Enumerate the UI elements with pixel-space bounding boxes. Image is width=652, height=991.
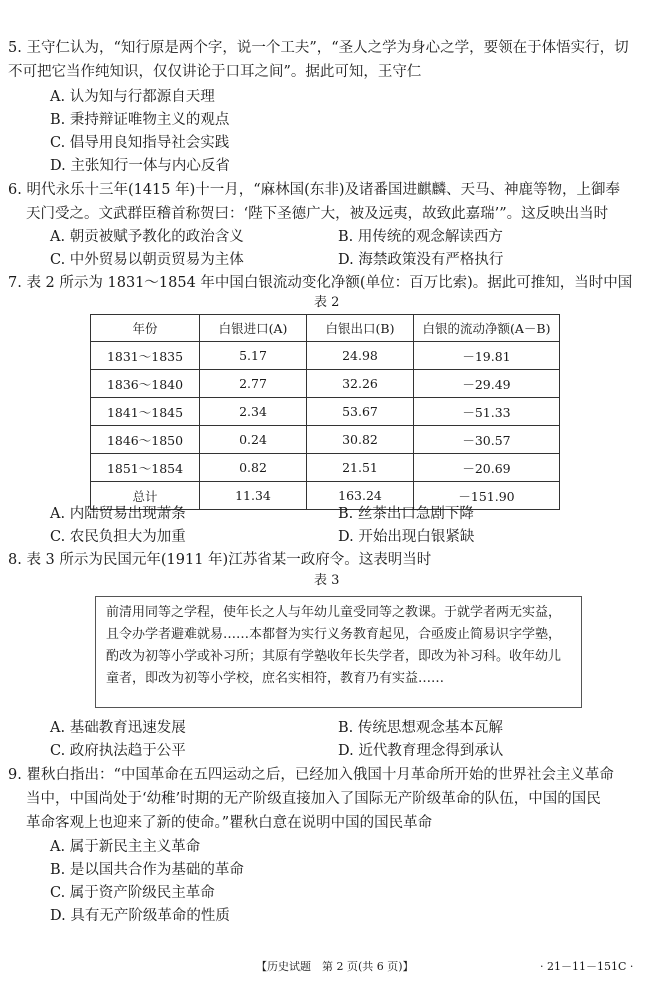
cell-import: 0.24 bbox=[200, 426, 307, 454]
q5-stem-line-2: 不可把它当作纯知识，仅仅讲论于口耳之间”。据此可知，王守仁 bbox=[8, 64, 422, 80]
table-row bbox=[91, 398, 560, 426]
cell-export: 21.51 bbox=[307, 454, 414, 482]
table-2-caption: 表 2 bbox=[314, 295, 340, 310]
cell-import: 2.77 bbox=[200, 370, 307, 398]
cell-import: 11.34 bbox=[200, 482, 307, 510]
q9-stem-line-1: 9. 瞿秋白指出：“中国革命在五四运动之后，已经加入俄国十月革命所开始的世界社会主义革命 bbox=[8, 767, 614, 783]
q9-option-d: D. 具有无产阶级革命的性质 bbox=[50, 908, 230, 924]
cell-import: 0.82 bbox=[200, 454, 307, 482]
cell-import: 2.34 bbox=[200, 398, 307, 426]
quote-line: 前清用同等之学程，使年长之人与年幼儿童受同等之教课。于就学者两无实益， bbox=[106, 605, 562, 620]
cell-export: 24.98 bbox=[307, 342, 414, 370]
cell-year: 1836～1840 bbox=[91, 370, 200, 398]
cell-year: 1846～1850 bbox=[91, 426, 200, 454]
q6-option-d: D. 海禁政策没有严格执行 bbox=[338, 252, 504, 268]
cell-net: －19.81 bbox=[414, 342, 560, 370]
q8-option-b: B. 传统思想观念基本瓦解 bbox=[338, 720, 503, 736]
q9-stem-line-3: 革命客观上也迎来了新的使命。”瞿秋白意在说明中国的国民革命 bbox=[26, 815, 433, 831]
q9-option-b: B. 是以国共合作为基础的革命 bbox=[50, 862, 244, 878]
page-footer-label: 【历史试题 第 2 页(共 6 页)】 bbox=[256, 960, 414, 973]
q6-stem-line-1: 6. 明代永乐十三年(1415 年)十一月，“麻林国(东非)及诸番国进麒麟、天马、神鹿等物，上御奉 bbox=[8, 182, 620, 198]
quote-line: 童者，即改为初等小学校，庶名实相符，教育乃有实益…… bbox=[106, 671, 445, 686]
q7-option-a: A. 内陆贸易出现萧条 bbox=[50, 506, 186, 522]
quote-line: 酌改为初等小学或补习所；其原有学塾收年长失学者，即改为补习科。收年幼儿 bbox=[106, 649, 562, 664]
q8-option-c: C. 政府执法趋于公平 bbox=[50, 743, 186, 759]
q7-option-c: C. 农民负担大为加重 bbox=[50, 529, 186, 545]
page-footer-code: · 21－11－151C · bbox=[540, 960, 634, 973]
quote-line: 且令办学者避难就易……本都督为实行义务教育起见，合亟废止简易识字学塾， bbox=[106, 627, 562, 642]
q7-option-d: D. 开始出现白银紧缺 bbox=[338, 529, 475, 545]
q7-stem-line-1: 7. 表 2 所示为 1831～1854 年中国白银流动变化净额(单位：百万比索)。据此可推知，当时中国 bbox=[8, 275, 633, 291]
table-row bbox=[91, 426, 560, 454]
cell-net: －151.90 bbox=[414, 482, 560, 510]
q7-option-b: B. 丝茶出口急剧下降 bbox=[338, 506, 474, 522]
decree-quote-box bbox=[95, 596, 582, 708]
q8-stem-line-1: 8. 表 3 所示为民国元年(1911 年)江苏省某一政府令。这表明当时 bbox=[8, 552, 432, 568]
q9-option-c: C. 属于资产阶级民主革命 bbox=[50, 885, 215, 901]
cell-year: 1831～1835 bbox=[91, 342, 200, 370]
q8-option-a: A. 基础教育迅速发展 bbox=[50, 720, 186, 736]
cell-year: 1841～1845 bbox=[91, 398, 200, 426]
header-year: 年份 bbox=[91, 315, 200, 342]
q8-option-d: D. 近代教育理念得到承认 bbox=[338, 743, 504, 759]
silver-flow-table bbox=[90, 314, 560, 510]
q5-option-a: A. 认为知与行都源自天理 bbox=[50, 89, 215, 105]
cell-export: 32.26 bbox=[307, 370, 414, 398]
header-import: 白银进口(A) bbox=[200, 315, 307, 342]
table-header-row bbox=[91, 315, 560, 342]
q5-option-d: D. 主张知行一体与内心反省 bbox=[50, 158, 230, 174]
cell-export: 53.67 bbox=[307, 398, 414, 426]
q9-option-a: A. 属于新民主主义革命 bbox=[50, 839, 201, 855]
q6-option-c: C. 中外贸易以朝贡贸易为主体 bbox=[50, 252, 244, 268]
header-export: 白银出口(B) bbox=[307, 315, 414, 342]
cell-net: －29.49 bbox=[414, 370, 560, 398]
q6-option-a: A. 朝贡被赋予教化的政治含义 bbox=[50, 229, 244, 245]
cell-net: －20.69 bbox=[414, 454, 560, 482]
cell-export: 163.24 bbox=[307, 482, 414, 510]
q6-option-b: B. 用传统的观念解读西方 bbox=[338, 229, 503, 245]
cell-year: 1851～1854 bbox=[91, 454, 200, 482]
q6-stem-line-2: 天门受之。文武群臣稽首称贺曰：‘陛下圣德广大，被及远夷，故致此嘉瑞’”。这反映出当时 bbox=[26, 206, 609, 222]
table-row bbox=[91, 370, 560, 398]
table-3-caption: 表 3 bbox=[314, 573, 340, 588]
header-net: 白银的流动净额(A－B) bbox=[414, 315, 560, 342]
cell-export: 30.82 bbox=[307, 426, 414, 454]
q5-stem-line-1: 5. 王守仁认为，“知行原是两个字，说一个工夫”，“圣人之学为身心之学，要领在于体悟实行，切 bbox=[8, 40, 629, 56]
cell-year: 总计 bbox=[91, 482, 200, 510]
cell-net: －51.33 bbox=[414, 398, 560, 426]
cell-net: －30.57 bbox=[414, 426, 560, 454]
cell-import: 5.17 bbox=[200, 342, 307, 370]
table-row bbox=[91, 454, 560, 482]
q5-option-b: B. 秉持辩证唯物主义的观点 bbox=[50, 112, 230, 128]
table-row bbox=[91, 342, 560, 370]
q9-stem-line-2: 当中，中国尚处于‘幼稚’时期的无产阶级直接加入了国际无产阶级革命的队伍，中国的国民 bbox=[26, 791, 601, 807]
q5-option-c: C. 倡导用良知指导社会实践 bbox=[50, 135, 230, 151]
